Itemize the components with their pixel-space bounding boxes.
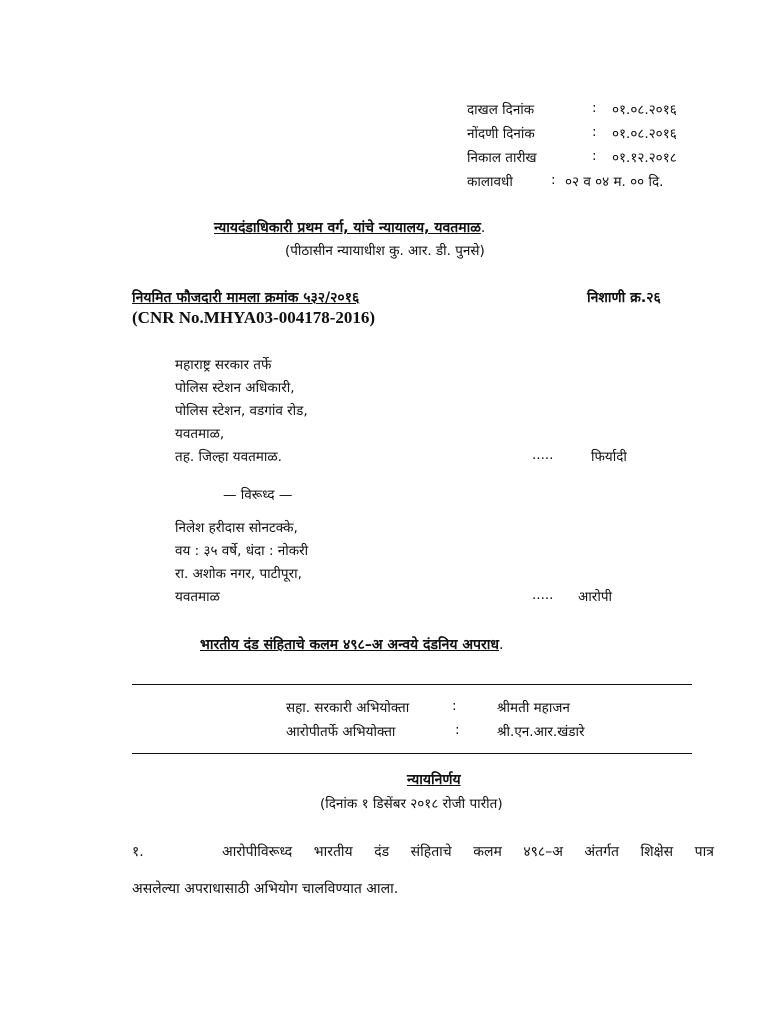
complainant-line: महाराष्ट्र सरकार तर्फे [175,357,272,373]
filing-date-value: ०१.०८.२०१६ [612,102,677,118]
judgment-title: न्यायनिर्णय [407,772,461,788]
duration-value: ०२ व ०४ म. ०० दि. [565,174,664,190]
divider-top [132,684,692,685]
divider-bottom [132,753,692,754]
defence-label: आरोपीतर्फे अभियोक्ता [286,724,396,740]
prosecutor-sep: : [452,698,457,714]
accused-role: आरोपी [578,589,612,605]
defence-sep: : [455,722,460,738]
exhibit-number: निशाणी क्र.२६ [587,290,661,306]
duration-sep: : [551,172,556,188]
offence-title: भारतीय दंड संहिताचे कलम ४९८–अ अन्वये दंडनिय अपराध [200,637,499,653]
decision-date-label: निकाल तारीख [467,150,537,166]
court-title-line [214,217,485,237]
registration-date-sep: : [592,124,597,140]
accused-dots: ..... [532,587,554,603]
defence-name: श्री.एन.आर.खंडारे [497,724,585,740]
judgment-date: (दिनांक १ डिसेंबर २०१८ रोजी पारीत) [320,796,503,812]
registration-date-value: ०१.०८.२०१६ [612,126,677,142]
prosecutor-label: सहा. सरकारी अभियोक्ता [286,700,410,716]
paragraph-number: १. [132,844,144,860]
accused-line: वय : ३५ वर्षे, धंदा : नोकरी [175,543,309,559]
presiding-judge: (पीठासीन न्यायाधीश कु. आर. डी. पुनसे) [285,243,485,259]
paragraph-line-1: आरोपीविरूध्द भारतीय दंड संहिताचे कलम ४९८–अ अंतर्गत शिक्षेस पात्र [222,844,714,860]
complainant-line: पोलिस स्टेशन, वडगांव रोड, [175,403,308,419]
paragraph-line-2: असलेल्या अपराधासाठी अभियोग चालविण्यात आला. [132,881,399,897]
complainant-line: तह. जिल्हा यवतमाळ. [175,449,282,465]
complainant-line: यवतमाळ, [175,426,225,442]
registration-date-label: नोंदणी दिनांक [467,126,535,142]
versus-label: — विरूध्द — [223,487,293,503]
complainant-role: फिर्यादी [591,449,627,465]
accused-line: निलेश हरीदास सोनटक्के, [175,520,298,536]
case-number: नियमित फौजदारी मामला क्रमांक ५३२/२०१६ [132,290,360,306]
offence-line [200,634,503,654]
decision-date-value: ०१.१२.२०१८ [612,150,677,166]
offence-period: . [498,637,504,653]
accused-line: रा. अशोक नगर, पाटीपूरा, [175,566,302,582]
accused-line: यवतमाळ [175,589,220,605]
filing-date-label: दाखल दिनांक [467,102,535,118]
filing-date-sep: : [592,100,597,116]
court-title-period: . [480,220,486,236]
court-title: न्यायदंडाधिकारी प्रथम वर्ग, यांचे न्यायालय, यवतमाळ [214,220,481,236]
prosecutor-name: श्रीमती महाजन [497,700,570,716]
decision-date-sep: : [592,148,597,164]
complainant-line: पोलिस स्टेशन अधिकारी, [175,380,295,396]
cnr-number: (CNR No.MHYA03-004178-2016) [132,308,376,327]
duration-label: कालावधी [467,174,513,190]
complainant-dots: ..... [532,447,554,463]
